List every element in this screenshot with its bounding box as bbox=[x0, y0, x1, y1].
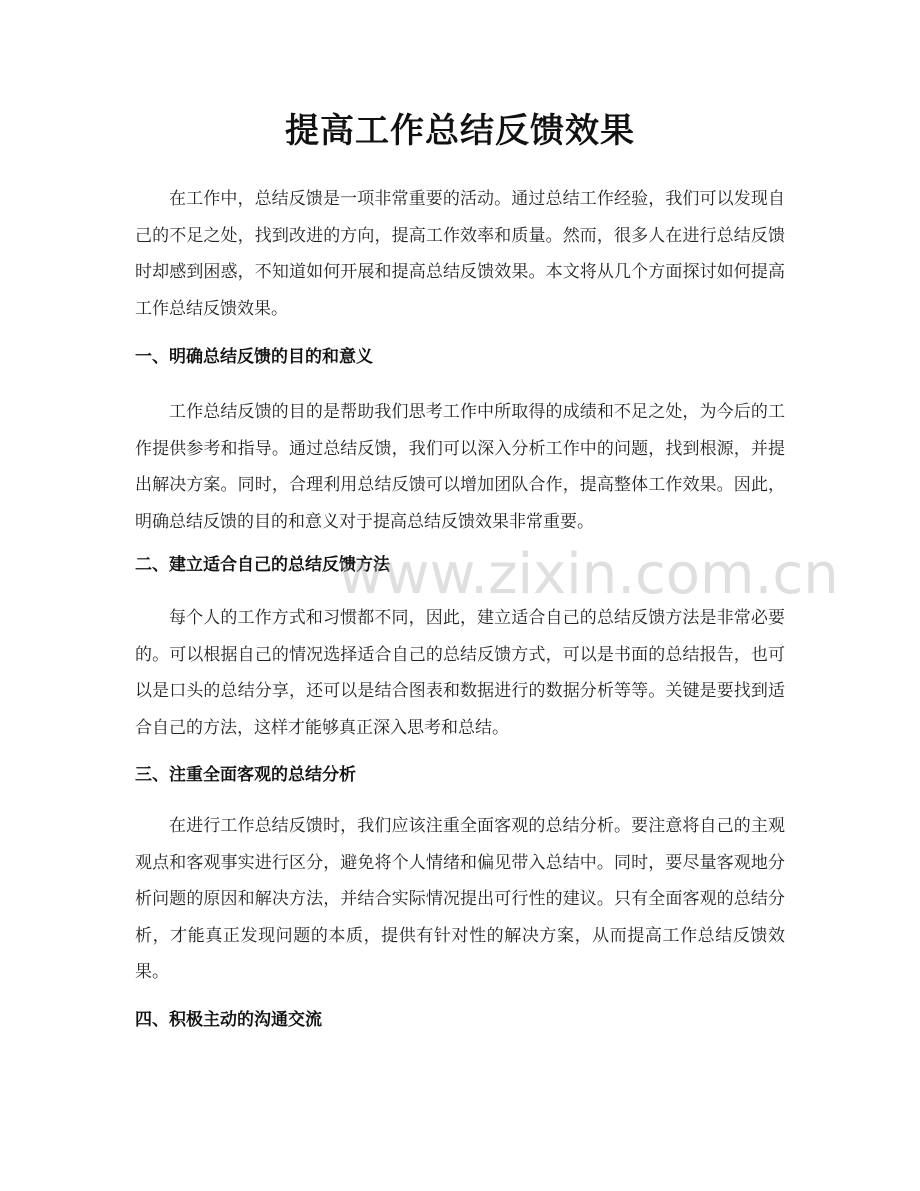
watermark-text: www.zixin.com.cn bbox=[338, 542, 839, 607]
section-3-heading: 三、注重全面客观的总结分析 bbox=[135, 765, 356, 785]
document-title: 提高工作总结反馈效果 bbox=[285, 111, 635, 151]
intro-paragraph: 在工作中，总结反馈是一项非常重要的活动。通过总结工作经验，我们可以发现自己的不足之处，找到改进的方向，提高工作效率和质量。然而，很多人在进行总结反馈时却感到困惑，不知道如何开展和提高总结反馈效果。本文将从几个方面探讨如何提高工作总结反馈效果。 bbox=[135, 189, 785, 319]
section-2-paragraph: 每个人的工作方式和习惯都不同，因此，建立适合自己的总结反馈方法是非常必要的。可以根据自己的情况选择适合自己的总结反馈方式，可以是书面的总结报告，也可以是口头的总结分享，还可以是结合图表和数据进行的数据分析等等。关键是要找到适合自己的方法，这样才能够真正深入思考和总结。 bbox=[135, 608, 785, 738]
section-2-heading: 二、建立适合自己的总结反馈方法 bbox=[135, 555, 390, 575]
section-1-paragraph: 工作总结反馈的目的是帮助我们思考工作中所取得的成绩和不足之处，为今后的工作提供参考和指导。通过总结反馈，我们可以深入分析工作中的问题，找到根源，并提出解决方案。同时，合理利用总结反馈可以增加团队合作，提高整体工作效果。因此，明确总结反馈的目的和意义对于提高总结反馈效果非常重要。 bbox=[135, 402, 785, 532]
section-1-heading: 一、明确总结反馈的目的和意义 bbox=[135, 347, 373, 367]
section-4-heading: 四、积极主动的沟通交流 bbox=[135, 1010, 322, 1030]
section-3-paragraph: 在进行工作总结反馈时，我们应该注重全面客观的总结分析。要注意将自己的主观观点和客观事实进行区分，避免将个人情绪和偏见带入总结中。同时，要尽量客观地分析问题的原因和解决方法，并结合实际情况提出可行性的建议。只有全面客观的总结分析，才能真正发现问题的本质，提供有针对性的解决方案，从而提高工作总结反馈效果。 bbox=[135, 816, 785, 983]
